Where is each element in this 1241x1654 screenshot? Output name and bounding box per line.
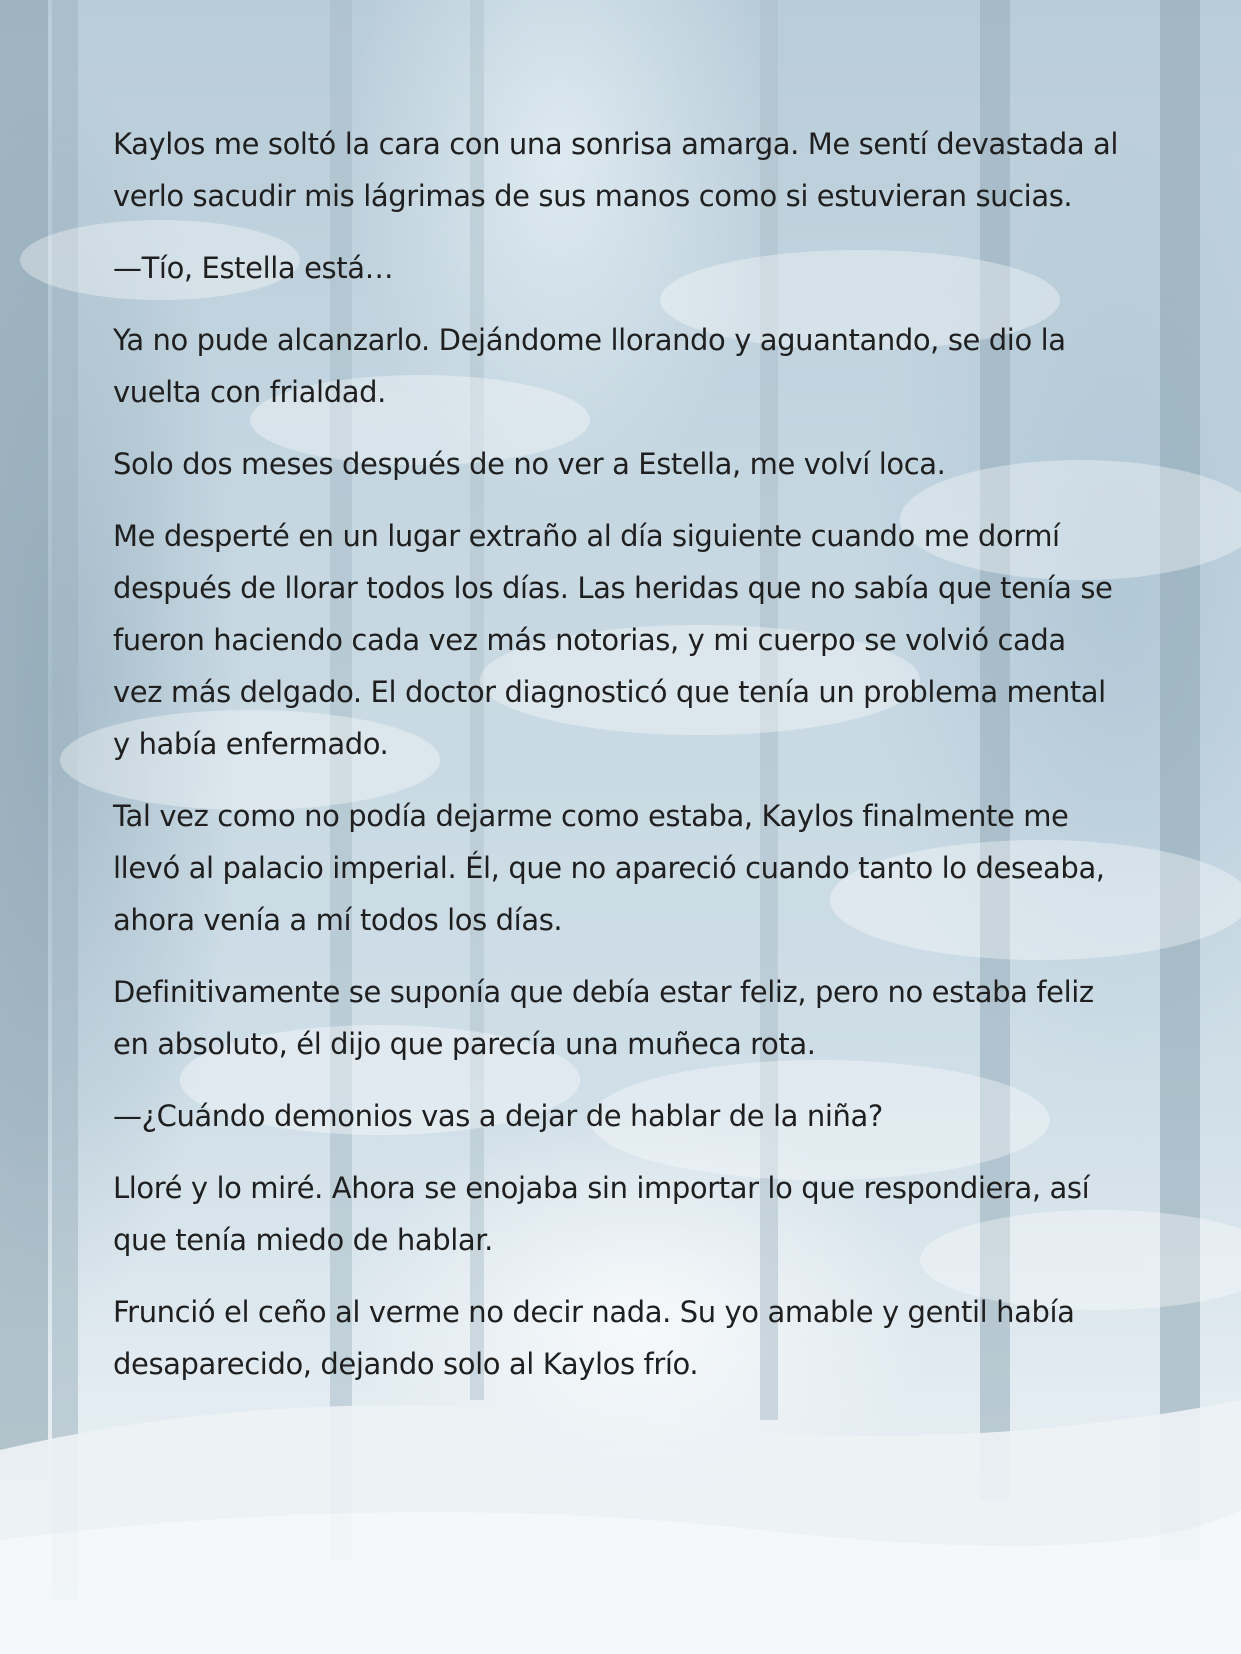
paragraph: Me desperté en un lugar extraño al día siguiente cuando me dormí después de llorar todos los días. Las heridas que no sabía que tenía se fueron haciendo cada vez más notorias, y mi cuerpo se volvió cada vez más delgado. El doctor diagnosticó que tenía un problema mental y había enfermado.: [113, 519, 1113, 761]
paragraph: Lloré y lo miré. Ahora se enojaba sin importar lo que respondiera, así que tenía miedo de hablar.: [113, 1171, 1090, 1257]
paragraph: Solo dos meses después de no ver a Estella, me volví loca.: [113, 447, 946, 481]
paragraph: —¿Cuándo demonios vas a dejar de hablar de la niña?: [113, 1099, 883, 1133]
tree-trunk: [0, 0, 48, 1480]
paragraph: Frunció el ceño al verme no decir nada. Su yo amable y gentil había desaparecido, dejando solo al Kaylos frío.: [113, 1295, 1075, 1381]
paragraph: Ya no pude alcanzarlo. Dejándome llorando y aguantando, se dio la vuelta con frialdad.: [113, 323, 1066, 409]
paragraph: Definitivamente se suponía que debía estar feliz, pero no estaba feliz en absoluto, él dijo que parecía una muñeca rota.: [113, 975, 1094, 1061]
tree-trunk: [1160, 0, 1200, 1560]
paragraph: —Tío, Estella está…: [113, 251, 394, 285]
paragraph: Tal vez como no podía dejarme como estaba, Kaylos finalmente me llevó al palacio imperial. Él, que no apareció cuando tanto lo deseaba, ahora venía a mí todos los días.: [113, 799, 1105, 937]
paragraph: Kaylos me soltó la cara con una sonrisa amarga. Me sentí devastada al verlo sacudir mis lágrimas de sus manos como si estuvieran sucias.: [113, 127, 1119, 213]
story-text: [113, 118, 1123, 1410]
